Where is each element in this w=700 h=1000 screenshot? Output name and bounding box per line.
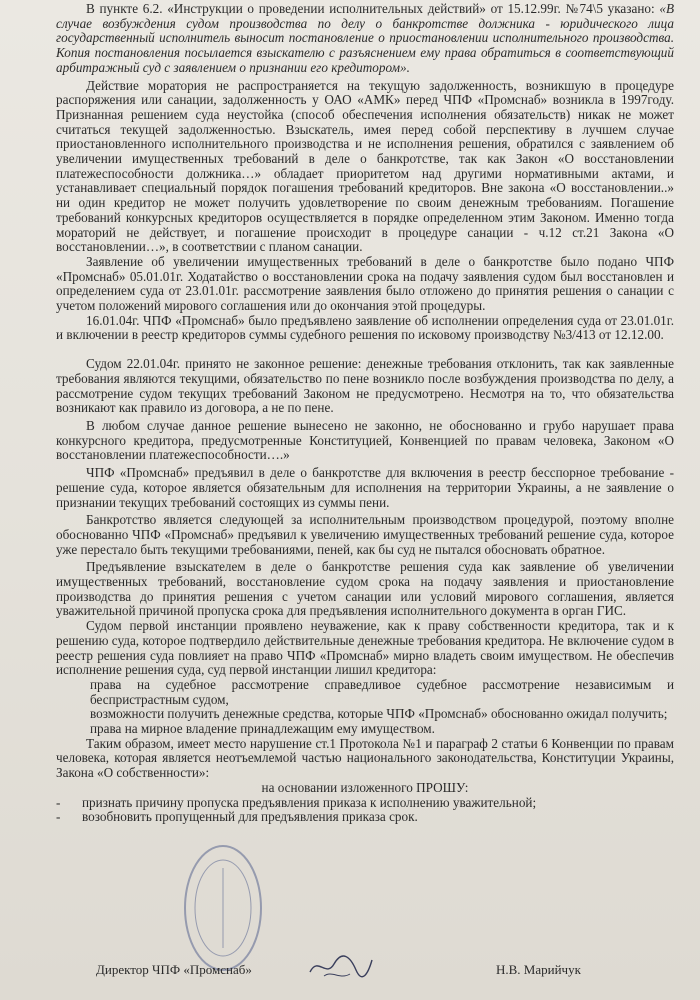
request-item: - признать причину пропуска предъявления приказа к исполнению уважительной; [56,796,674,811]
paragraph-claim-filed: Заявление об увеличении имущественных требований в деле о банкротстве было подано ЧПФ «Промснаб» 05.01.01г. Ходатайство о восстановлении срока на подачу заявления судом был восстановлен и определением суда от 23.01.01г. рассмотрение заявления было отложено до принятия решения о санации с учетом положений мирового соглашения или до окончания этой процедуры. [56,253,674,314]
paragraph-instruction-quote: «В случае возбуждения судом производства по делу о банкротстве должника - юридического лица государственный исполнитель выносит постановление о приостановлении исполнительного производства. Копия постановления посылается взыскателю с разъяснением ему права обратиться в соответствующий арбитражный суд с заявлением о признании его кредитором». [56,1,674,75]
paragraph-disrespect: Судом первой инстанции проявлено неуважение, как к праву собственности кредитора, так и к решению суда, которое подтвердило действительные денежные требования кредитора. Не включение судом в реестр решения суда повлияет на право ЧПФ «Промснаб» мирно владеть своим имуществом. Не обеспечив исполнение решения суда, суд первой инстанции лишил кредитора: [56,618,674,678]
request-item: - возобновить пропущенный для предъявления приказа срок. [56,810,674,825]
paragraph-unlawful: В любом случае данное решение вынесено не законно, не обоснованно и грубо нарушает права конкурсного кредитора, предусмотренные Конституцией, Конвенцией по правам человека, Законом «О восстановлении платежеспособности….» [56,417,674,463]
list-item: возможности получить денежные средства, которые ЧПФ «Промснаб» обоснованно ожидал получить; [90,706,668,722]
paragraph-instruction-prefix: В пункте 6.2. «Инструкции о проведении исполнительных действий» от 15.12.99г. №74\5 указано: [86,1,660,16]
paragraph-moratorium: Действие моратория не распространяется на текущую задолженность, возникшую в процедуре распоряжения или санации, задолженность у ОАО «АМК» перед ЧПФ «Промснаб» возникла в 1997году. Признанная решением суда неустойка (способ обеспечения исполнения обязательств) никак не может считаться текущей задолженностью. Взыскатель, имея перед собой перспективу в лучшем случае приостановленного исполнительного производства и не исполнения решения, обратился с заявлением об увеличении имущественных требований в деле о банкротстве, так как Закон «О восстановлении платежеспособности должника…» обладает приоритетом над другими нормативными актами, и устанавливает специальный порядок погашения требований кредиторов. Вне закона «О восстановлении..» ни один кредитор не может получить удовлетворение по своим денежным требованиям. Погашение требований конкурсных кредиторов осуществляется в порядке определенном этим Законом. Именно тогда мораторий не действует, и погашение происходит в процедуре санации - ч.12 ст.21 Закона «О восстановлении…», в соответствии с планом санации. [56,77,674,255]
paragraph-claim-enforcement: 16.01.04г. ЧПФ «Промснаб» было предъявлено заявление об исполнении определения суда от 23.01.01г. и включении в реестр кредиторов суммы судебного решения по исковому производству №3/413 от 12.12.00. [56,312,674,343]
document-body [56,2,674,825]
list-item: права на мирное владение принадлежащим ему имуществом. [90,721,435,737]
handwritten-signature [306,952,376,986]
request-heading: на основании изложенного ПРОШУ: [261,779,469,795]
paragraph-court-decision: Судом 22.01.04г. принято не законное решение: денежные требования отклонить, так как заявленные требования являются текущими, обязательство по пене возникло после возбуждения производства по делу, а рассмотрение судом текущих требований Законом не предусмотрено. Несмотря на то, что обязательства возникают как правило из договора, а не по пене. [56,356,674,416]
list-item: права на судебное рассмотрение справедливое судебное рассмотрение независимым и беспристрастным судом, [90,676,674,707]
paragraph-bankruptcy: Банкротство является следующей за исполнительным производством процедурой, поэтому вполне обоснованно ЧПФ «Промснаб» предъявил к увеличению имущественных требований решение суда, которое уже перестало быть текущими требованиями, пеней, как бы суд не пытался обосновать обратное. [56,512,674,557]
paragraph-valid-reason: Предъявление взыскателем в деле о банкротстве решения суда как заявление об увеличении имущественных требований, восстановление судом срока на подачу заявления и приостановление производства до принятия решения с учетом санации или условий мирового соглашения, является уважительной причиной пропуска срока для предъявления исполнительного документа в орган ГИС. [56,559,674,619]
paragraph-undisputed-claim: ЧПФ «Промснаб» предъявил в деле о банкротстве для включения в реестр бесспорное требование - решение суда, которое является обязательным для исполнения на территории Украины, а не заявление о признании текущих требований состоящих из суммы пени. [56,465,674,510]
signature-block [96,962,656,980]
paragraph-instruction [56,2,674,76]
paragraph-conclusion: Таким образом, имеет место нарушение ст.1 Протокола №1 и параграф 2 статьи 6 Конвенции по правам человека, которая является неотъемлемой частью национального законодательства, Конституции Украины, Закона «О собственности»: [56,735,674,781]
signatory-title: Директор ЧПФ «Промснаб» [96,962,252,977]
signatory-name: Н.В. Марийчук [496,962,581,977]
